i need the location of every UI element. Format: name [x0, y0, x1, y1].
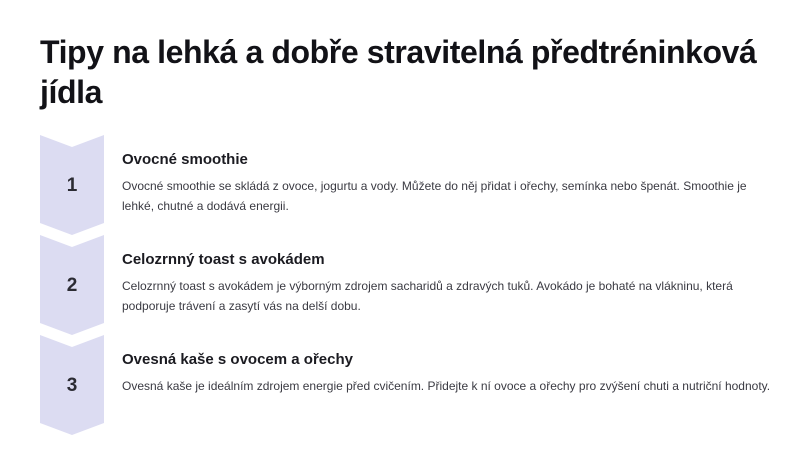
step-item: [0, 335, 800, 435]
step-description: Ovesná kaše je ideálním zdrojem energie před cvičením. Přidejte k ní ovoce a ořechy pro zvýšení chuti a nutriční hodnoty.: [122, 379, 771, 393]
step-title: Celozrnný toast s avokádem: [122, 251, 325, 268]
page-title: Tipy na lehká a dobře stravitelná předtréninková jídla: [40, 34, 757, 110]
step-item: [0, 235, 800, 335]
step-item: [0, 135, 800, 235]
step-number: 1: [66, 175, 78, 196]
step-description: Celozrnný toast s avokádem je výborným zdrojem sacharidů a zdravých tuků. Avokádo je bohaté na vlákninu, která podporuje trávení a zasytí vás na delší dobu.: [122, 279, 733, 313]
step-number: 3: [66, 375, 78, 396]
step-description: Ovocné smoothie se skládá z ovoce, jogurtu a vody. Můžete do něj přidat i ořechy, semínka nebo špenát. Smoothie je lehké, chutné a dodává energii.: [122, 179, 747, 213]
step-title: Ovesná kaše s ovocem a ořechy: [122, 351, 353, 368]
step-number: 2: [66, 275, 78, 296]
step-title: Ovocné smoothie: [122, 151, 248, 168]
